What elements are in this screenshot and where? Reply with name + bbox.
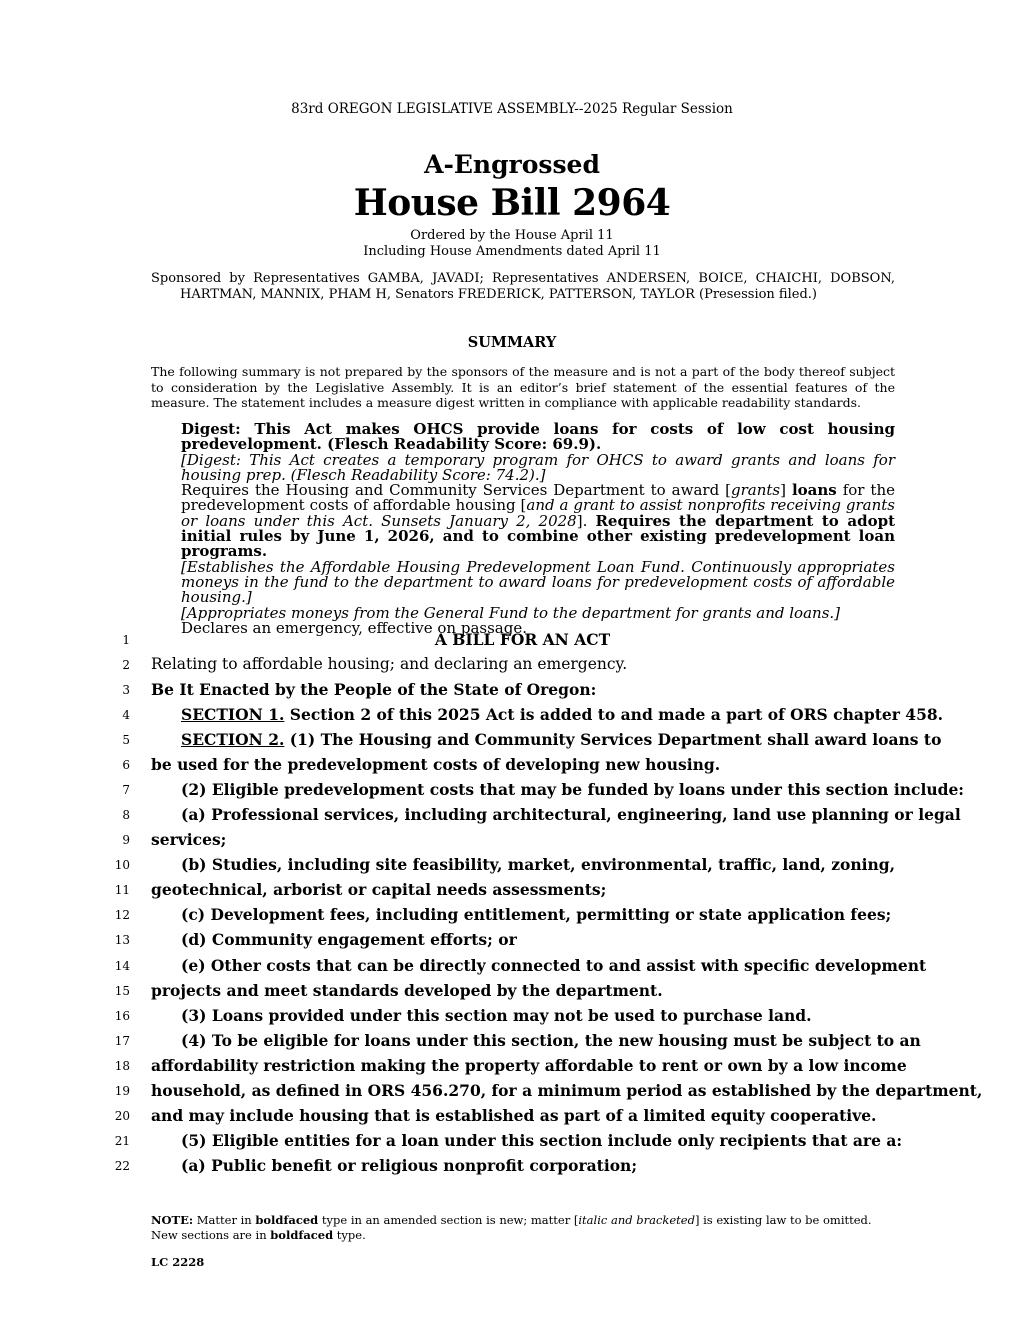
line-number: 21	[114, 1134, 130, 1148]
note-label: NOTE:	[151, 1213, 194, 1227]
digest-old	[151, 450, 895, 484]
section-2-text: (1) The Housing and Community Services Department shall award loans to	[284, 730, 942, 749]
digest	[151, 422, 895, 636]
digest-old-text: [Digest: This Act creates a temporary program for OHCS to award grants and loans for housing prep. (Flesch Readability Score: 74.2).]	[181, 450, 895, 484]
digest-current	[151, 422, 895, 453]
digest-deleted-grants: grants	[731, 481, 781, 500]
session-header: 83rd OREGON LEGISLATIVE ASSEMBLY--2025 Regular Session	[291, 101, 733, 117]
bill-line-19: household, as defined in ORS 456.270, for a minimum period as established by the department,	[151, 1081, 983, 1100]
digest-deleted-grant: and a grant to assist nonprofits receiving grants or loans under this Act. Sunsets January 2, 2028	[181, 496, 895, 530]
bill-line-11: geotechnical, arborist or capital needs assessments;	[151, 880, 607, 899]
digest-new-loans: loans	[791, 481, 837, 500]
digest-fund-text: [Establishes the Affordable Housing Predevelopment Loan Fund. Continuously appropriates moneys in the fund to the department to award loans for predevelopment costs of affordable housing.]	[181, 557, 895, 607]
bill-title: House Bill 2964	[353, 182, 671, 224]
lc-number: LC 2228	[151, 1255, 205, 1269]
amendments-line: Including House Amendments dated April 11	[363, 244, 661, 259]
bill-heading: A BILL FOR AN ACT	[434, 630, 611, 649]
line-number: 22	[114, 1159, 130, 1173]
note-text-b: type in an amended section is new; matter [	[318, 1213, 579, 1227]
line-number: 16	[114, 1009, 130, 1023]
digest-emergency-text: Declares an emergency, effective on passage.	[181, 618, 527, 637]
line-number: 5	[122, 733, 130, 747]
note-bold-2: boldfaced	[270, 1228, 334, 1242]
digest-requires	[151, 483, 895, 559]
ordered-line: Ordered by the House April 11	[410, 228, 614, 243]
summary-heading: SUMMARY	[467, 334, 557, 351]
note-bold-1: boldfaced	[255, 1213, 319, 1227]
line-number: 14	[114, 959, 130, 973]
sponsors-line-2: HARTMAN, MANNIX, PHAM H, Senators FREDERICK, PATTERSON, TAYLOR (Presession filed.)	[180, 287, 817, 302]
digest-current-text: Digest: This Act makes OHCS provide loans for costs of low cost housing predevelopment. (Flesch Readability Score: 69.9).	[181, 420, 895, 454]
digest-requires-text-g: ].	[576, 511, 596, 530]
bill-line-7: (2) Eligible predevelopment costs that may be funded by loans under this section include:	[181, 780, 965, 799]
bill-line-10: (b) Studies, including site feasibility, market, environmental, traffic, land, zoning,	[181, 855, 896, 874]
section-1-label: SECTION 1.	[181, 705, 285, 724]
line-number: 15	[114, 984, 130, 998]
line-number: 11	[114, 883, 130, 897]
bill-line-8: (a) Professional services, including architectural, engineering, land use planning or legal	[181, 805, 961, 824]
sponsors-line-1: Sponsored by Representatives GAMBA, JAVADI; Representatives ANDERSEN, BOICE, CHAICHI, DOBSON,	[151, 271, 895, 286]
note-text-d: New sections are in	[151, 1228, 271, 1242]
bill-line-20: and may include housing that is established as part of a limited equity cooperative.	[151, 1106, 877, 1125]
digest-fund	[151, 557, 895, 607]
bill-line-18: affordability restriction making the property affordable to rent or own by a low income	[151, 1056, 907, 1075]
note-line-2	[151, 1228, 895, 1243]
line-number: 2	[122, 658, 130, 672]
line-number: 1	[122, 633, 130, 647]
line-number: 8	[122, 808, 130, 822]
bill-line-section-2	[181, 730, 942, 749]
line-number: 7	[122, 783, 130, 797]
line-number: 4	[122, 708, 130, 722]
digest-new-rules: Requires the department to adopt initial rules by June 1, 2026, and to combine other existing predevelopment loan programs.	[181, 511, 896, 561]
section-2-label: SECTION 2.	[181, 730, 285, 749]
bill-line-13: (d) Community engagement efforts; or	[181, 930, 517, 949]
bill-line-17: (4) To be eligible for loans under this section, the new housing must be subject to an	[181, 1031, 921, 1050]
bill-line-21: (5) Eligible entities for a loan under this section include only recipients that are a:	[181, 1131, 903, 1150]
digest-requires-text-a: Requires the Housing and Community Services Department to award [	[181, 481, 732, 500]
sponsors	[151, 271, 895, 303]
bill-line-relating: Relating to affordable housing; and declaring an emergency.	[151, 655, 628, 673]
bill-line-22: (a) Public benefit or religious nonprofit corporation;	[181, 1156, 638, 1175]
engrossed-label: A-Engrossed	[424, 150, 600, 179]
footer-note	[151, 1213, 895, 1243]
line-number: 17	[114, 1034, 130, 1048]
bill-line-16: (3) Loans provided under this section may not be used to purchase land.	[181, 1006, 812, 1025]
line-number: 10	[114, 858, 130, 872]
line-number: 6	[122, 758, 130, 772]
line-number: 19	[114, 1084, 130, 1098]
note-text-e: type.	[333, 1228, 366, 1242]
line-number: 20	[114, 1109, 130, 1123]
digest-appropriates-text: [Appropriates moneys from the General Fund to the department for grants and loans.]	[181, 603, 841, 622]
line-number: 18	[114, 1059, 130, 1073]
bill-line-14: (e) Other costs that can be directly connected to and assist with specific development	[181, 956, 927, 975]
digest-requires-text-e: for the predevelopment costs of affordable housing [	[181, 481, 895, 515]
note-line-1	[151, 1213, 895, 1228]
line-number: 3	[122, 683, 130, 697]
note-text-a: Matter in	[193, 1213, 256, 1227]
line-number: 13	[114, 933, 130, 947]
line-number: 9	[122, 833, 130, 847]
bill-line-9: services;	[151, 830, 227, 849]
digest-requires-text-c: ]	[780, 481, 792, 500]
note-italic: italic and bracketed	[578, 1213, 695, 1227]
bill-line-enacting: Be It Enacted by the People of the State of Oregon:	[151, 680, 597, 699]
bill-line-6: be used for the predevelopment costs of developing new housing.	[151, 755, 721, 774]
summary-intro: The following summary is not prepared by the sponsors of the measure and is not a part of the body thereof subject to consideration by the Legislative Assembly. It is an editor’s brief statement of the essential features of the measure. The statement includes a measure digest written in compliance with applicable readability standards.	[151, 364, 895, 410]
note-text-c: ] is existing law to be omitted.	[694, 1213, 872, 1227]
section-1-text: Section 2 of this 2025 Act is added to and made a part of ORS chapter 458.	[284, 705, 944, 724]
ordered-block	[0, 228, 1024, 260]
bill-line-15: projects and meet standards developed by the department.	[151, 981, 663, 1000]
bill-line-section-1	[181, 705, 944, 724]
line-number: 12	[114, 908, 130, 922]
bill-line-12: (c) Development fees, including entitlement, permitting or state application fees;	[181, 905, 892, 924]
